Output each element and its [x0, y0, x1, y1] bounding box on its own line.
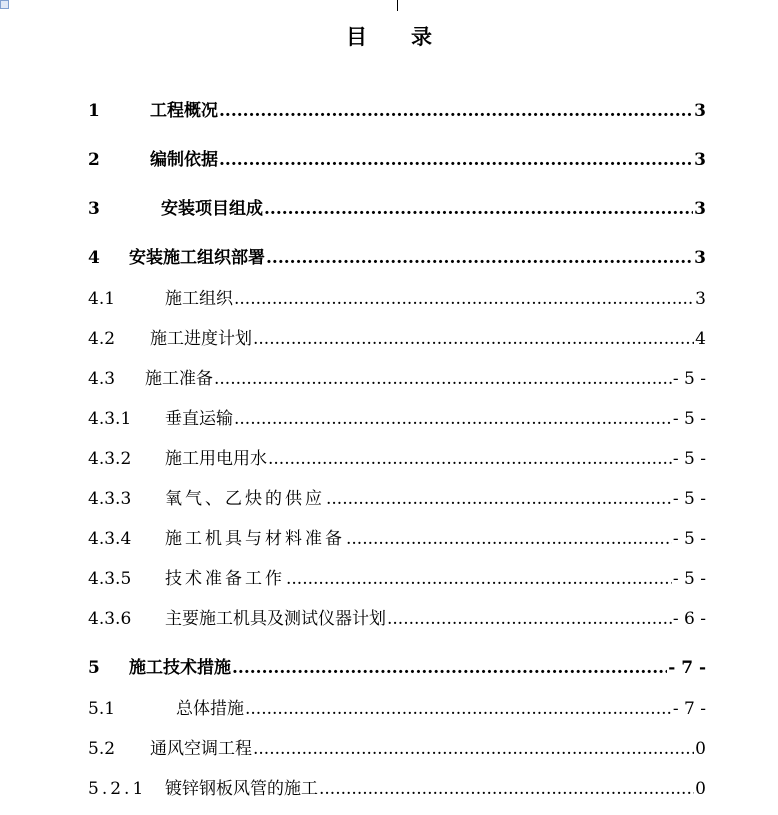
toc-row-15[interactable]: [88, 690, 706, 720]
toc-number: 4.3.4: [88, 529, 132, 549]
toc-row-11[interactable]: [88, 520, 706, 550]
toc-number: 4.1: [88, 289, 116, 309]
toc-page-number: 0: [695, 739, 706, 759]
toc-page-number: - 5 -: [672, 409, 706, 429]
toc-row-4[interactable]: [88, 239, 706, 269]
toc-row-3[interactable]: [88, 190, 706, 220]
toc-number: 5.2: [88, 739, 116, 759]
toc-row-5[interactable]: [88, 280, 706, 310]
toc-leader-dots: [232, 657, 667, 679]
toc-row-8[interactable]: [88, 400, 706, 430]
toc-page-number: 3: [694, 150, 706, 170]
toc-row-9[interactable]: [88, 440, 706, 470]
toc-number: 4.3.5: [88, 569, 132, 589]
toc-leader-dots: [253, 738, 694, 760]
toc-page-number: - 5 -: [672, 569, 706, 589]
page-title: [0, 22, 778, 52]
toc-number: 3: [88, 199, 100, 219]
title-char-1: 目: [346, 24, 367, 49]
toc-leader-dots: [234, 288, 694, 310]
toc-page-number: 0: [695, 779, 706, 799]
toc-page-number: - 6 -: [672, 609, 706, 629]
page-corner-marker: [0, 0, 9, 9]
toc-leader-dots: [346, 528, 672, 550]
toc-number: 4: [88, 248, 100, 268]
toc-label: 施工进度计划: [150, 329, 252, 349]
text-cursor: [397, 0, 398, 11]
toc-page-number: - 5 -: [672, 529, 706, 549]
toc-row-12[interactable]: [88, 560, 706, 590]
toc-number: 4.3.6: [88, 609, 132, 629]
toc-label: 总体措施: [176, 699, 244, 719]
toc-leader-dots: [266, 247, 693, 269]
toc-number: 4.3.1: [88, 409, 132, 429]
toc-leader-dots: [387, 608, 672, 630]
toc-label: 施工组织: [165, 289, 233, 309]
toc-row-16[interactable]: [88, 730, 706, 760]
toc-row-14[interactable]: [88, 649, 706, 679]
toc-page-number: - 5 -: [672, 449, 706, 469]
toc-page-number: 3: [694, 101, 706, 121]
toc-label: 镀锌钢板风管的施工: [165, 779, 318, 799]
title-char-2: 录: [411, 24, 432, 49]
toc-label: 编制依据: [150, 150, 218, 170]
toc-leader-dots: [253, 328, 694, 350]
toc-label: 垂直运输: [165, 409, 233, 429]
toc-row-10[interactable]: [88, 480, 706, 510]
toc-leader-dots: [234, 408, 672, 430]
toc-leader-dots: [219, 149, 693, 171]
toc-label: 主要施工机具及测试仪器计划: [165, 609, 386, 629]
toc-leader-dots: [245, 698, 672, 720]
toc-number: 1: [88, 101, 100, 121]
toc-row-13[interactable]: [88, 600, 706, 630]
toc-page-number: - 7 -: [672, 699, 706, 719]
toc-leader-dots: [326, 488, 672, 510]
toc-leader-dots: [214, 368, 672, 390]
toc-label: 安装施工组织部署: [129, 248, 265, 268]
toc-label: 安装项目组成: [161, 199, 263, 219]
toc-label: 通风空调工程: [150, 739, 252, 759]
toc-leader-dots: [264, 198, 693, 220]
toc-leader-dots: [268, 448, 672, 470]
toc-number: 4.3: [88, 369, 116, 389]
toc-page-number: 4: [695, 329, 706, 349]
toc-number: 5: [88, 658, 100, 678]
toc-label: 施工机具与材料准备: [165, 529, 345, 549]
toc-page-number: - 5 -: [672, 369, 706, 389]
toc-page-number: - 5 -: [672, 489, 706, 509]
toc-label: 施工技术措施: [129, 658, 231, 678]
toc-label: 施工准备: [145, 369, 213, 389]
toc-label: 技术准备工作: [165, 569, 285, 589]
toc-row-17[interactable]: [88, 770, 706, 800]
toc-page-number: 3: [694, 248, 706, 268]
toc-leader-dots: [319, 778, 694, 800]
toc-label: 施工用电用水: [165, 449, 267, 469]
toc-label: 氧气、乙炔的供应: [165, 489, 325, 509]
toc-number: 4.3.3: [88, 489, 132, 509]
toc-leader-dots: [219, 100, 693, 122]
toc-row-6[interactable]: [88, 320, 706, 350]
toc-page-number: 3: [694, 199, 706, 219]
toc-page-number: - 7 -: [668, 658, 706, 678]
toc-row-2[interactable]: [88, 141, 706, 171]
toc-leader-dots: [286, 568, 672, 590]
toc-page-number: 3: [695, 289, 706, 309]
toc-label: 工程概况: [150, 101, 218, 121]
toc-number: 5.1: [88, 699, 116, 719]
toc-number: 2: [88, 150, 100, 170]
toc-number: 4.3.2: [88, 449, 132, 469]
toc-number: 5.2.1: [88, 779, 147, 799]
toc-row-7[interactable]: [88, 360, 706, 390]
toc-number: 4.2: [88, 329, 116, 349]
toc-row-1[interactable]: [88, 92, 706, 122]
